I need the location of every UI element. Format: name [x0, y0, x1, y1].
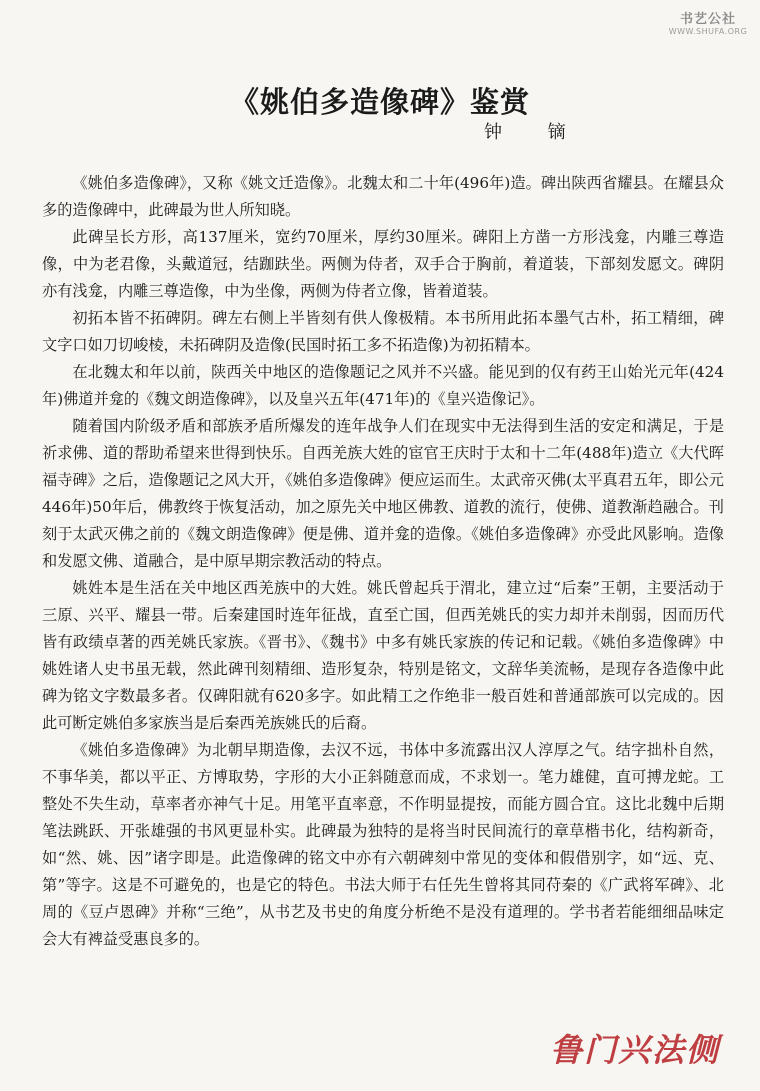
author-name: 钟 镝 [484, 122, 586, 143]
watermark-logo: 书艺公社 [679, 12, 736, 27]
page-title: 《姚伯多造像碑》鉴赏 [229, 85, 530, 119]
paragraph-2: 此碑呈长方形，高137厘米，宽约70厘米，厚约30厘米。碑阳上方凿一方形浅龛，内雕三尊造像，中为老君像，头戴道冠，结跏趺坐。两侧为侍者，双手合于胸前，着道装，下部刻发愿文。碑阴亦有浅龛，内雕三尊造像，中为坐像，两侧为侍者立像，皆着道装。 [42, 228, 724, 300]
watermark [668, 8, 748, 36]
watermark-url: WWW.SHUFA.ORG [668, 27, 748, 36]
paragraph-6: 姚姓本是生活在关中地区西羌族中的大姓。姚氏曾起兵于渭北，建立过“后秦”王朝，主要活动于三原、兴平、耀县一带。后秦建国时连年征战，直至亡国，但西羌姚氏的实力却并未削弱，因而历代皆有政绩卓著的西羌姚氏家族。《晋书》、《魏书》中多有姚氏家族的传记和记载。《姚伯多造像碑》中姚姓诸人史书虽无载，然此碑刊刻精细、造形复杂，特别是铭文，文辞华美流畅，是现存各造像中此碑为铭文字数最多者。仅碑阳就有620多字。如此精工之作绝非一般百姓和普通部族可以完成的。因此可断定姚伯多家族当是后秦西羌族姚氏的后裔。 [42, 579, 724, 732]
red-seal-stamp: 鲁门兴法侧 [549, 1031, 720, 1069]
paragraph-4: 在北魏太和年以前，陕西关中地区的造像题记之风并不兴盛。能见到的仅有药王山始光元年(424年)佛道并龛的《魏文朗造像碑》，以及皇兴五年(471年)的《皇兴造像记》。 [42, 363, 724, 408]
article-body [42, 170, 724, 953]
paragraph-1: 《姚伯多造像碑》，又称《姚文迁造像》。北魏太和二十年(496年)造。碑出陕西省耀县。在耀县众多的造像碑中，此碑最为世人所知晓。 [42, 174, 724, 219]
paragraph-7: 《姚伯多造像碑》为北朝早期造像，去汉不远，书体中多流露出汉人淳厚之气。结字拙朴自然，不事华美，都以平正、方博取势，字形的大小正斜随意而成，不求划一。笔力雄健，直可搏龙蛇。工整处不失生动，草率者亦神气十足。用笔平直率意，不作明显提按，而能方圆合宜。这比北魏中后期笔法跳跃、开张雄强的书风更显朴实。此碑最为独特的是将当时民间流行的章草楷书化，结构新奇，如“然、姚、因”诸字即是。此造像碑的铭文中亦有六朝碑刻中常见的变体和假借别字，如“远、克、第”等字。这是不可避免的，也是它的特色。书法大师于右任先生曾将其同苻秦的《广武将军碑》、北周的《豆卢恩碑》并称“三绝”，从书艺及书史的角度分析绝不是没有道理的。学书者若能细细品味定会大有裨益受惠良多的。 [42, 741, 724, 948]
paragraph-5: 随着国内阶级矛盾和部族矛盾所爆发的连年战争人们在现实中无法得到生活的安定和满足，于是祈求佛、道的帮助希望来世得到快乐。自西羌族大姓的宦官王庆时于太和十二年(488年)造立《大代晖福寺碑》之后，造像题记之风大开，《姚伯多造像碑》便应运而生。太武帝灭佛(太平真君五年，即公元446年)50年后，佛教终于恢复活动，加之原先关中地区佛教、道教的流行，使佛、道教渐趋融合。刊刻于太武灭佛之前的《魏文朗造像碑》便是佛、道并龛的造像。《姚伯多造像碑》亦受此风影响。造像和发愿文佛、道融合，是中原早期宗教活动的特点。 [42, 417, 724, 570]
paragraph-3: 初拓本皆不拓碑阴。碑左右侧上半皆刻有供人像极精。本书所用此拓本墨气古朴，拓工精细，碑文字口如刀切峻棱，未拓碑阴及造像(民国时拓工多不拓造像)为初拓精本。 [42, 309, 724, 354]
